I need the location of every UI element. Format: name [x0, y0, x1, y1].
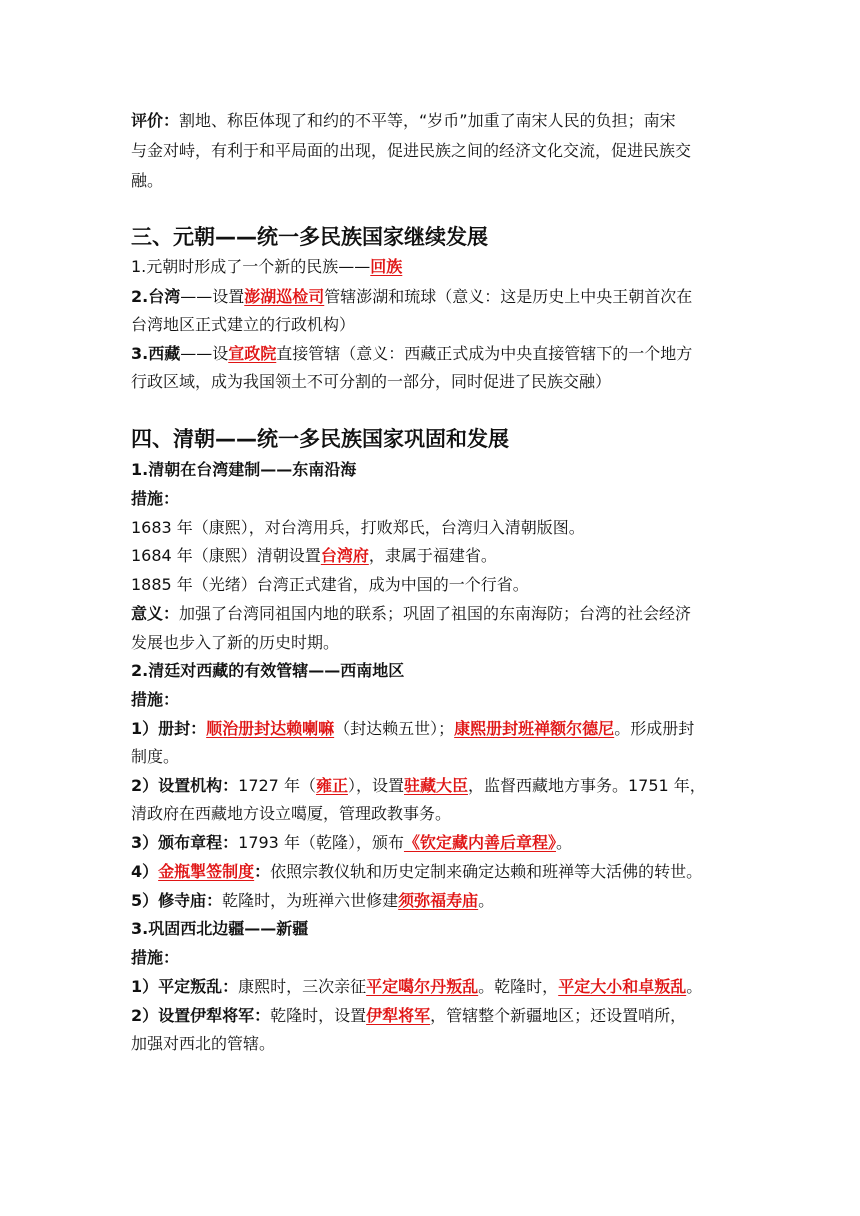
- qing-xinjiang-measures-label: 措施：: [131, 948, 180, 967]
- yuan-item-2-text-a: ——设置: [180, 287, 245, 306]
- tibet-item-2-text-a: 1727 年（: [238, 776, 316, 795]
- xinjiang-item-2-text-a: 乾隆时，设置: [270, 1006, 367, 1025]
- tibet-item-5-text-a: 乾隆时，为班禅六世修建: [222, 891, 399, 910]
- tibet-item-4-colon: ：: [254, 862, 271, 881]
- key-term-zhuzang-dachen: 驻藏大臣: [403, 776, 468, 795]
- xinjiang-item-1-text-c: 。: [686, 977, 703, 996]
- evaluation-text-1: 割地、称臣体现了和约的不平等，“岁币”加重了南宋人民的负担；南宋: [179, 111, 676, 130]
- yuan-item-3-text-a: ——设: [180, 344, 229, 363]
- key-term-qinding-zhangcheng: 《钦定藏内善后章程》: [403, 833, 556, 852]
- qing-tibet-item-3: [131, 832, 572, 854]
- evaluation-line-1: [131, 110, 676, 132]
- key-term-jinping-cheqian: 金瓶掣签制度: [158, 862, 255, 881]
- qing-taiwan-1684: [131, 545, 497, 567]
- xinjiang-item-1-text-a: 康熙时，三次亲征: [238, 977, 367, 996]
- tibet-item-5-label: 5）修寺庙：: [131, 891, 223, 910]
- qing-tibet-item-1: [131, 718, 694, 740]
- xinjiang-item-2-text-b: ，管辖整个新疆地区；还设置哨所，: [430, 1006, 687, 1025]
- xinjiang-item-1-label: 1）平定叛乱：: [131, 977, 239, 996]
- key-term-galdan: 平定噶尔丹叛乱: [366, 977, 479, 996]
- key-term-yili-jiangjun: 伊犁将军: [366, 1006, 431, 1025]
- tibet-item-5-text-b: 。: [478, 891, 495, 910]
- yuan-item-1: [131, 256, 402, 278]
- key-term-kangxi-panchen: 康熙册封班禅额尔德尼: [454, 719, 615, 738]
- xinjiang-item-1-text-b: 。乾隆时，: [478, 977, 559, 996]
- key-term-xuanzhengyuan: 宣政院: [228, 344, 277, 363]
- yuan-item-3: [131, 343, 692, 365]
- evaluation-line-3: 融。: [131, 171, 164, 190]
- qing-taiwan-significance-cont: 发展也步入了新的历史时期。: [131, 633, 340, 652]
- qing-tibet-measures-label: 措施：: [131, 690, 180, 709]
- qing-xinjiang-item-2: [131, 1005, 686, 1027]
- tibet-item-2-text-b: ），设置: [347, 776, 404, 795]
- qing-xinjiang-title: 3.巩固西北边疆——新疆: [131, 919, 309, 938]
- tibet-item-3-text-b: 。: [555, 833, 572, 852]
- yuan-item-2-label: 2.台湾: [131, 287, 181, 306]
- tibet-item-2-text-c: ，监督西藏地方事务。1751 年，: [468, 776, 706, 795]
- qing-tibet-item-1-cont: 制度。: [131, 747, 180, 766]
- qing-taiwan-1684-text-a: 1684 年（康熙）清朝设置: [131, 546, 321, 565]
- key-term-shunzhi-dalai: 顺治册封达赖喇嘛: [206, 719, 335, 738]
- tibet-item-1-text-b: 。形成册封: [614, 719, 695, 738]
- tibet-item-4-text: 依照宗教仪轨和历史定制来确定达赖和班禅等大活佛的转世。: [270, 862, 703, 881]
- tibet-item-1-text-a: （封达赖五世）；: [334, 719, 455, 738]
- yuan-item-2-text-b: 管辖澎湖和琉球（意义：这是历史上中央王朝首次在: [324, 287, 693, 306]
- key-term-xumi-fushou-miao: 须弥福寿庙: [398, 891, 479, 910]
- qing-taiwan-measures-label: 措施：: [131, 489, 180, 508]
- qing-xinjiang-item-2-cont: 加强对西北的管辖。: [131, 1034, 276, 1053]
- qing-taiwan-title: 1.清朝在台湾建制——东南沿海: [131, 460, 357, 479]
- tibet-item-1-label: 1）册封：: [131, 719, 207, 738]
- yuan-item-1-text: 1.元朝时形成了一个新的民族——: [131, 257, 371, 276]
- tibet-item-3-text-a: 1793 年（乾隆），颁布: [238, 833, 404, 852]
- tibet-item-4-label: 4）: [131, 862, 159, 881]
- section-3-heading: 三、元朝——统一多民族国家继续发展: [131, 225, 488, 249]
- yuan-item-2: [131, 286, 692, 308]
- qing-taiwan-1683: 1683 年（康熙），对台湾用兵，打败郑氏，台湾归入清朝版图。: [131, 518, 585, 537]
- qing-xinjiang-item-1: [131, 976, 702, 998]
- yuan-item-3-cont: 行政区域，成为我国领土不可分割的一部分，同时促进了民族交融）: [131, 372, 612, 391]
- qing-taiwan-1684-text-b: ，隶属于福建省。: [368, 546, 497, 565]
- yuan-item-2-cont: 台湾地区正式建立的行政机构）: [131, 315, 356, 334]
- xinjiang-item-2-label: 2）设置伊犁将军：: [131, 1006, 271, 1025]
- key-term-taiwanfu: 台湾府: [320, 546, 369, 565]
- key-term-da-xiao-hezhuo: 平定大小和卓叛乱: [558, 977, 687, 996]
- key-term-yongzheng: 雍正: [315, 776, 348, 795]
- significance-text-a: 加强了台湾同祖国内地的联系；巩固了祖国的东南海防；台湾的社会经济: [179, 604, 692, 623]
- section-4-heading: 四、清朝——统一多民族国家巩固和发展: [131, 427, 509, 451]
- tibet-item-3-label: 3）颁布章程：: [131, 833, 239, 852]
- evaluation-line-2: 与金对峙，有利于和平局面的出现，促进民族之间的经济文化交流，促进民族交: [131, 141, 692, 160]
- qing-tibet-item-5: [131, 890, 494, 912]
- yuan-item-3-label: 3.西藏: [131, 344, 181, 363]
- qing-tibet-title: 2.清廷对西藏的有效管辖——西南地区: [131, 661, 405, 680]
- qing-tibet-item-2: [131, 775, 706, 797]
- qing-taiwan-1885: 1885 年（光绪）台湾正式建省，成为中国的一个行省。: [131, 575, 529, 594]
- qing-tibet-item-2-cont: 清政府在西藏地方设立噶厦，管理政教事务。: [131, 804, 452, 823]
- key-term-huizu: 回族: [370, 257, 403, 276]
- evaluation-label: 评价：: [131, 111, 180, 130]
- key-term-penghu-xunjiansi: 澎湖巡检司: [244, 287, 325, 306]
- qing-tibet-item-4: [131, 861, 702, 883]
- tibet-item-2-label: 2）设置机构：: [131, 776, 239, 795]
- significance-label: 意义：: [131, 604, 180, 623]
- yuan-item-3-text-b: 直接管辖（意义：西藏正式成为中央直接管辖下的一个地方: [276, 344, 693, 363]
- qing-taiwan-significance: [131, 603, 691, 625]
